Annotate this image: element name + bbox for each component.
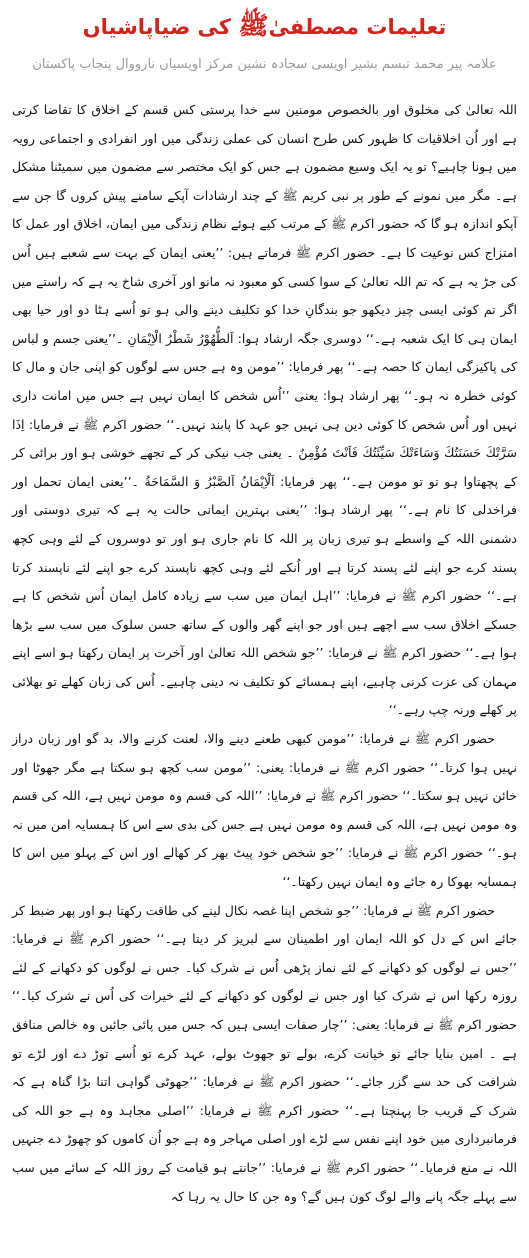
article-paragraph-3: حضور اکرم ﷺ نے فرمایا: ’’جو شخص اپنا غصہ نکال لینے کی طاقت رکھتا ہو اور پھر ضبط کر جائے اس کے دل کو اللہ ایمان اور اطمینان سے لبریز کر دیتا ہے۔‘‘ حضور اکرم ﷺ نے فرمایا: ’’جس نے لوگوں کو دکھانے کے لئے نماز پڑھی اُس نے شرک کیا۔ جس نے لوگوں کو دکھانے کے لئے روزہ رکھا اس نے شرک کیا اور جس نے لوگوں کو دکھانے کے لئے خیرات کی اُس نے شرک کیا۔‘‘ حضور اکرم ﷺ نے فرمایا: یعنی: ’’چار صفات ایسی ہیں کہ جس میں پائی جائیں وہ خالص منافق ہے ۔ امین بنایا جائے تو خیانت کرے، بولے تو جھوٹ بولے، عہد کرے تو اُسے توڑ دے اور لڑے تو شرافت کی حد سے گزر جائے۔‘‘ حضور اکرم ﷺ نے فرمایا: ’’جھوٹی گواہی اتنا بڑا گناہ ہے کہ شرک کے قریب جا پہنچتا ہے۔‘‘ حضور اکرم ﷺ نے فرمایا: ’’اصلی مجاہد وہ ہے جو اللہ کی فرمانبرداری میں خود اپنے نفس سے لڑے اور اصلی مہاجر وہ ہے جو اُن کاموں کو چھوڑ دے جنہیں اللہ نے منع فرمایا۔‘‘ حضور اکرم ﷺ نے فرمایا: ’’جانتے ہو قیامت کے روز اللہ کے سائے میں سب سے پہلے جگہ پانے والے لوگ کون ہیں گے؟ وہ جن کا حال یہ رہا کہ bbox=[12, 902, 517, 1204]
article-body bbox=[12, 96, 517, 1211]
title-prefix: تعلیمات مصطفیٰ bbox=[268, 15, 447, 39]
author-byline: علامہ پیر محمد تبسم بشیر اویسی سجادہ نشین مرکز اویسیاں نارووال پنجاب پاکستان bbox=[32, 57, 497, 72]
article-title bbox=[12, 6, 517, 48]
title-honorific: ﷺ bbox=[238, 11, 269, 40]
title-suffix: کی ضیاپاشیاں bbox=[82, 15, 232, 39]
article-paragraph-1: اللہ تعالیٰ کی مخلوق اور بالخصوص مومنین سے خدا پرستی کس قسم کے اخلاق کا تقاضا کرتی ہے اور اُن اخلاقیات کا ظہور کس طرح انسان کی عملی زندگی میں اور انفرادی و اجتماعی رویہ میں ہونا چاہیے؟ تو یہ ایک وسیع مضمون ہے جس کو ایک مختصر سے مضمون میں سمیٹنا مشکل ہے۔ مگر میں نمونے کے طور پر نبی کریم ﷺ کے چند ارشادات آپکے سامنے پیش کروں گا جن سے آپکو اندازہ ہو گا کہ حضور اکرم ﷺ کے مرتب کیے ہوئے نظام زندگی میں ایمان، اخلاق اور عمل کا امتزاج کس نوعیت کا ہے۔ حضور اکرم ﷺ فرماتے ہیں: ’’یعنی ایمان کے بہت سے شعبے ہیں اُس کی جڑ یہ ہے کہ تم اللہ تعالیٰ کے سوا کسی کو معبود نہ مانو اور آخری شاخ یہ ہے کہ راستے میں اگر تم کوئی ایسی چیز دیکھو جو بندگانِ خدا کو تکلیف دینے والی ہو تو اُسے ہٹا دو اور حیا بھی ایمان ہی کا ایک شعبہ ہے۔‘‘ دوسری جگہ ارشاد ہوا: اَلطُّهُوْرُ شَطْرُ الْاِیْمَانِ ۔’’یعنی جسم و لباس کی پاکیزگی ایمان کا حصہ ہے۔‘‘ پھر فرمایا: ’’مومن وہ ہے جس سے لوگوں کو اپنی جان و مال کا کوئی خطرہ نہ ہو۔‘‘ پھر ارشاد ہوا: یعنی ’’اُس شخص کا ایمان نہیں ہے جس میں امانت داری نہیں اور اُس شخص کا کوئی دین ہی نہیں جو عہد کا پابند نہیں۔‘‘ حضور اکرم ﷺ نے فرمایا: اِذَا سَرَّتْكَ حَسَنَتُكَ وَسَاءَتْكَ سَيِّئَتُكَ فَاَنْتَ مُؤْمِنٌ ۔ یعنی جب نیکی کر کے تجھے خوشی ہو اور برائی کر کے پچھتاوا ہو تو تو مومن ہے۔‘‘ پھر فرمایا: اَلْاِیْمَانُ اَلصَّبْرُ وَ السَّمَاحَةُ ۔’’یعنی ایمان تحمل اور فراخدلی کا نام ہے۔‘‘ پھر ارشاد ہوا: ’’یعنی بہترین ایمانی حالت یہ ہے کہ تیری دوستی اور دشمنی اللہ کے واسطے ہو تیری زبان پر اللہ کا نام جاری ہو اور تو دوسروں کے لئے وہی کچھ پسند کرے جو اپنے لئے پسند کرتا ہے اور اُنکے لئے وہی کچھ ناپسند کرے جو اپنے لئے ناپسند کرتا ہے۔‘‘ حضور اکرم ﷺ نے فرمایا: ’’اہل ایمان میں سب سے زیادہ کامل ایمان اُس شخص کا ہے جسکے اخلاق سب سے اچھے ہیں اور جو اپنے گھر والوں کے ساتھ حسن سلوک میں سب سے بڑھا ہوا ہے۔‘‘ حضور اکرم ﷺ نے فرمایا: ’’جو شخص اللہ تعالیٰ اور آخرت پر ایمان رکھتا ہو اسے اپنے مہمان کی عزت کرنی چاہیے، اپنے ہمسائے کو تکلیف نہ دینی چاہیے۔ اُس کی زبان کھلے تو بھلائی پر کھلے ورنہ چپ رہے۔‘‘ bbox=[12, 102, 517, 718]
article-paragraph-2: حضور اکرم ﷺ نے فرمایا: ’’مومن کبھی طعنے دینے والا، لعنت کرنے والا، بد گو اور زبان دراز نہیں ہوا کرتا۔‘‘ حضور اکرم ﷺ نے فرمایا: یعنی: ’’مومن سب کچھ ہو سکتا ہے مگر جھوٹا اور خائن نہیں ہو سکتا۔‘‘ حضور اکرم ﷺ نے فرمایا: ’’اللہ کی قسم وہ مومن نہیں ہے، اللہ کی قسم وہ مومن نہیں ہے، اللہ کی قسم وہ مومن نہیں ہے جس کی بدی سے اس کا ہمسایہ امن میں نہ ہو۔‘‘ حضور اکرم ﷺ نے فرمایا: ’’جو شخص خود پیٹ بھر کر کھالے اور اس کے پہلو میں اس کا ہمسایہ بھوکا رہ جائے وہ ایمان نہیں رکھتا۔‘‘ bbox=[12, 731, 517, 890]
